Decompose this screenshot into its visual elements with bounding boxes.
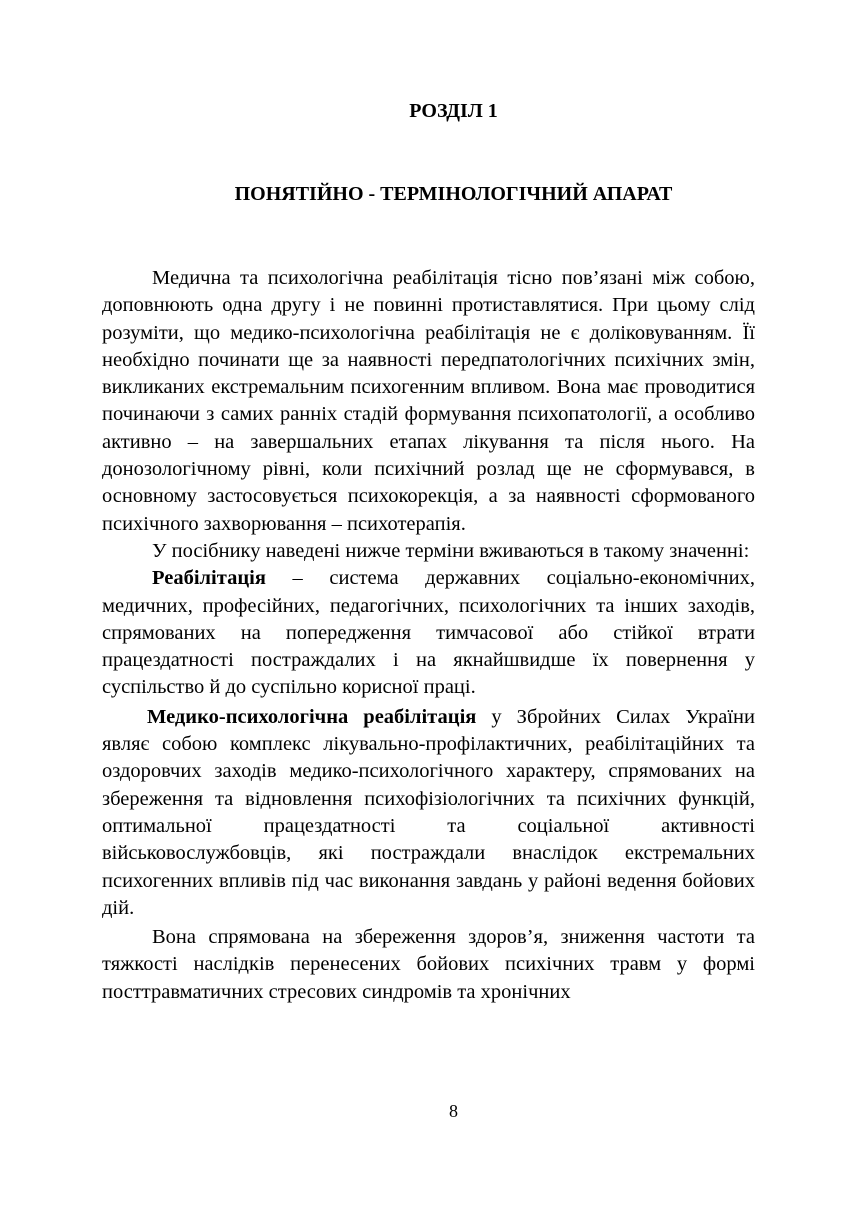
paragraph-rehabilitation-definition [102,565,755,701]
paragraph-intro: Медична та психологічна реабілітація тісно пов’язані між собою, доповнюють одна другу і не повинні протиставлятися. При цьому слід розуміти, що медико-психологічна реабілітація не є доліковуванням. Її необхідно починати ще за наявності передпатологічних психічних змін, викликаних екстремальним психогенним впливом. Вона має проводитися починаючи з самих ранніх стадій формування психопатології, а особливо активно – на завершальних етапах лікування та після нього. На донозологічному рівні, коли психічний розлад ще не сформувався, в основному застосовується психокорекція, а за наявності сформованого психічного захворювання – психотерапія. [102,267,755,535]
body-text [102,265,755,1006]
paragraph-aim: Вона спрямована на збереження здоров’я, зниження частоти та тяжкості наслідків перенесених бойових психічних травм у формі посттравматичних стресових синдромів та хронічних [102,926,755,1003]
page-number: 8 [449,1101,458,1121]
section-title: ПОНЯТІЙНО - ТЕРМІНОЛОГІЧНИЙ АПАРАТ [234,183,673,205]
paragraph-medpsych-definition [102,704,755,922]
chapter-label: РОЗДІЛ 1 [409,100,498,122]
definition-rehabilitation: – система державних соціально-економічних, медичних, професійних, педагогічних, психологічних та інших заходів, спрямованих на попередження тимчасової або стійкої втрати працездатності постраждалих і на якнайшвидше їх повернення у суспільство й до суспільно корисної праці. [102,567,755,699]
definition-medico-psychological-rehabilitation: у Збройних Силах України являє собою комплекс лікувально-профілактичних, реабілітаційних та оздоровчих заходів медико-психологічного характеру, спрямованих на збереження та відновлення психофізіологічних та психічних функцій, оптимальної працездатності та соціальної активності військовослужбовців, які постраждали внаслідок екстремальних психогенних впливів під час виконання завдань у районі ведення бойових дій. [102,705,755,919]
term-rehabilitation: Реабілітація [152,567,266,590]
paragraph-terms-note: У посібнику наведені нижче терміни вживаються в такому значенні: [152,539,750,562]
term-medico-psychological-rehabilitation: Медико-психологічна реабілітація [147,705,477,728]
